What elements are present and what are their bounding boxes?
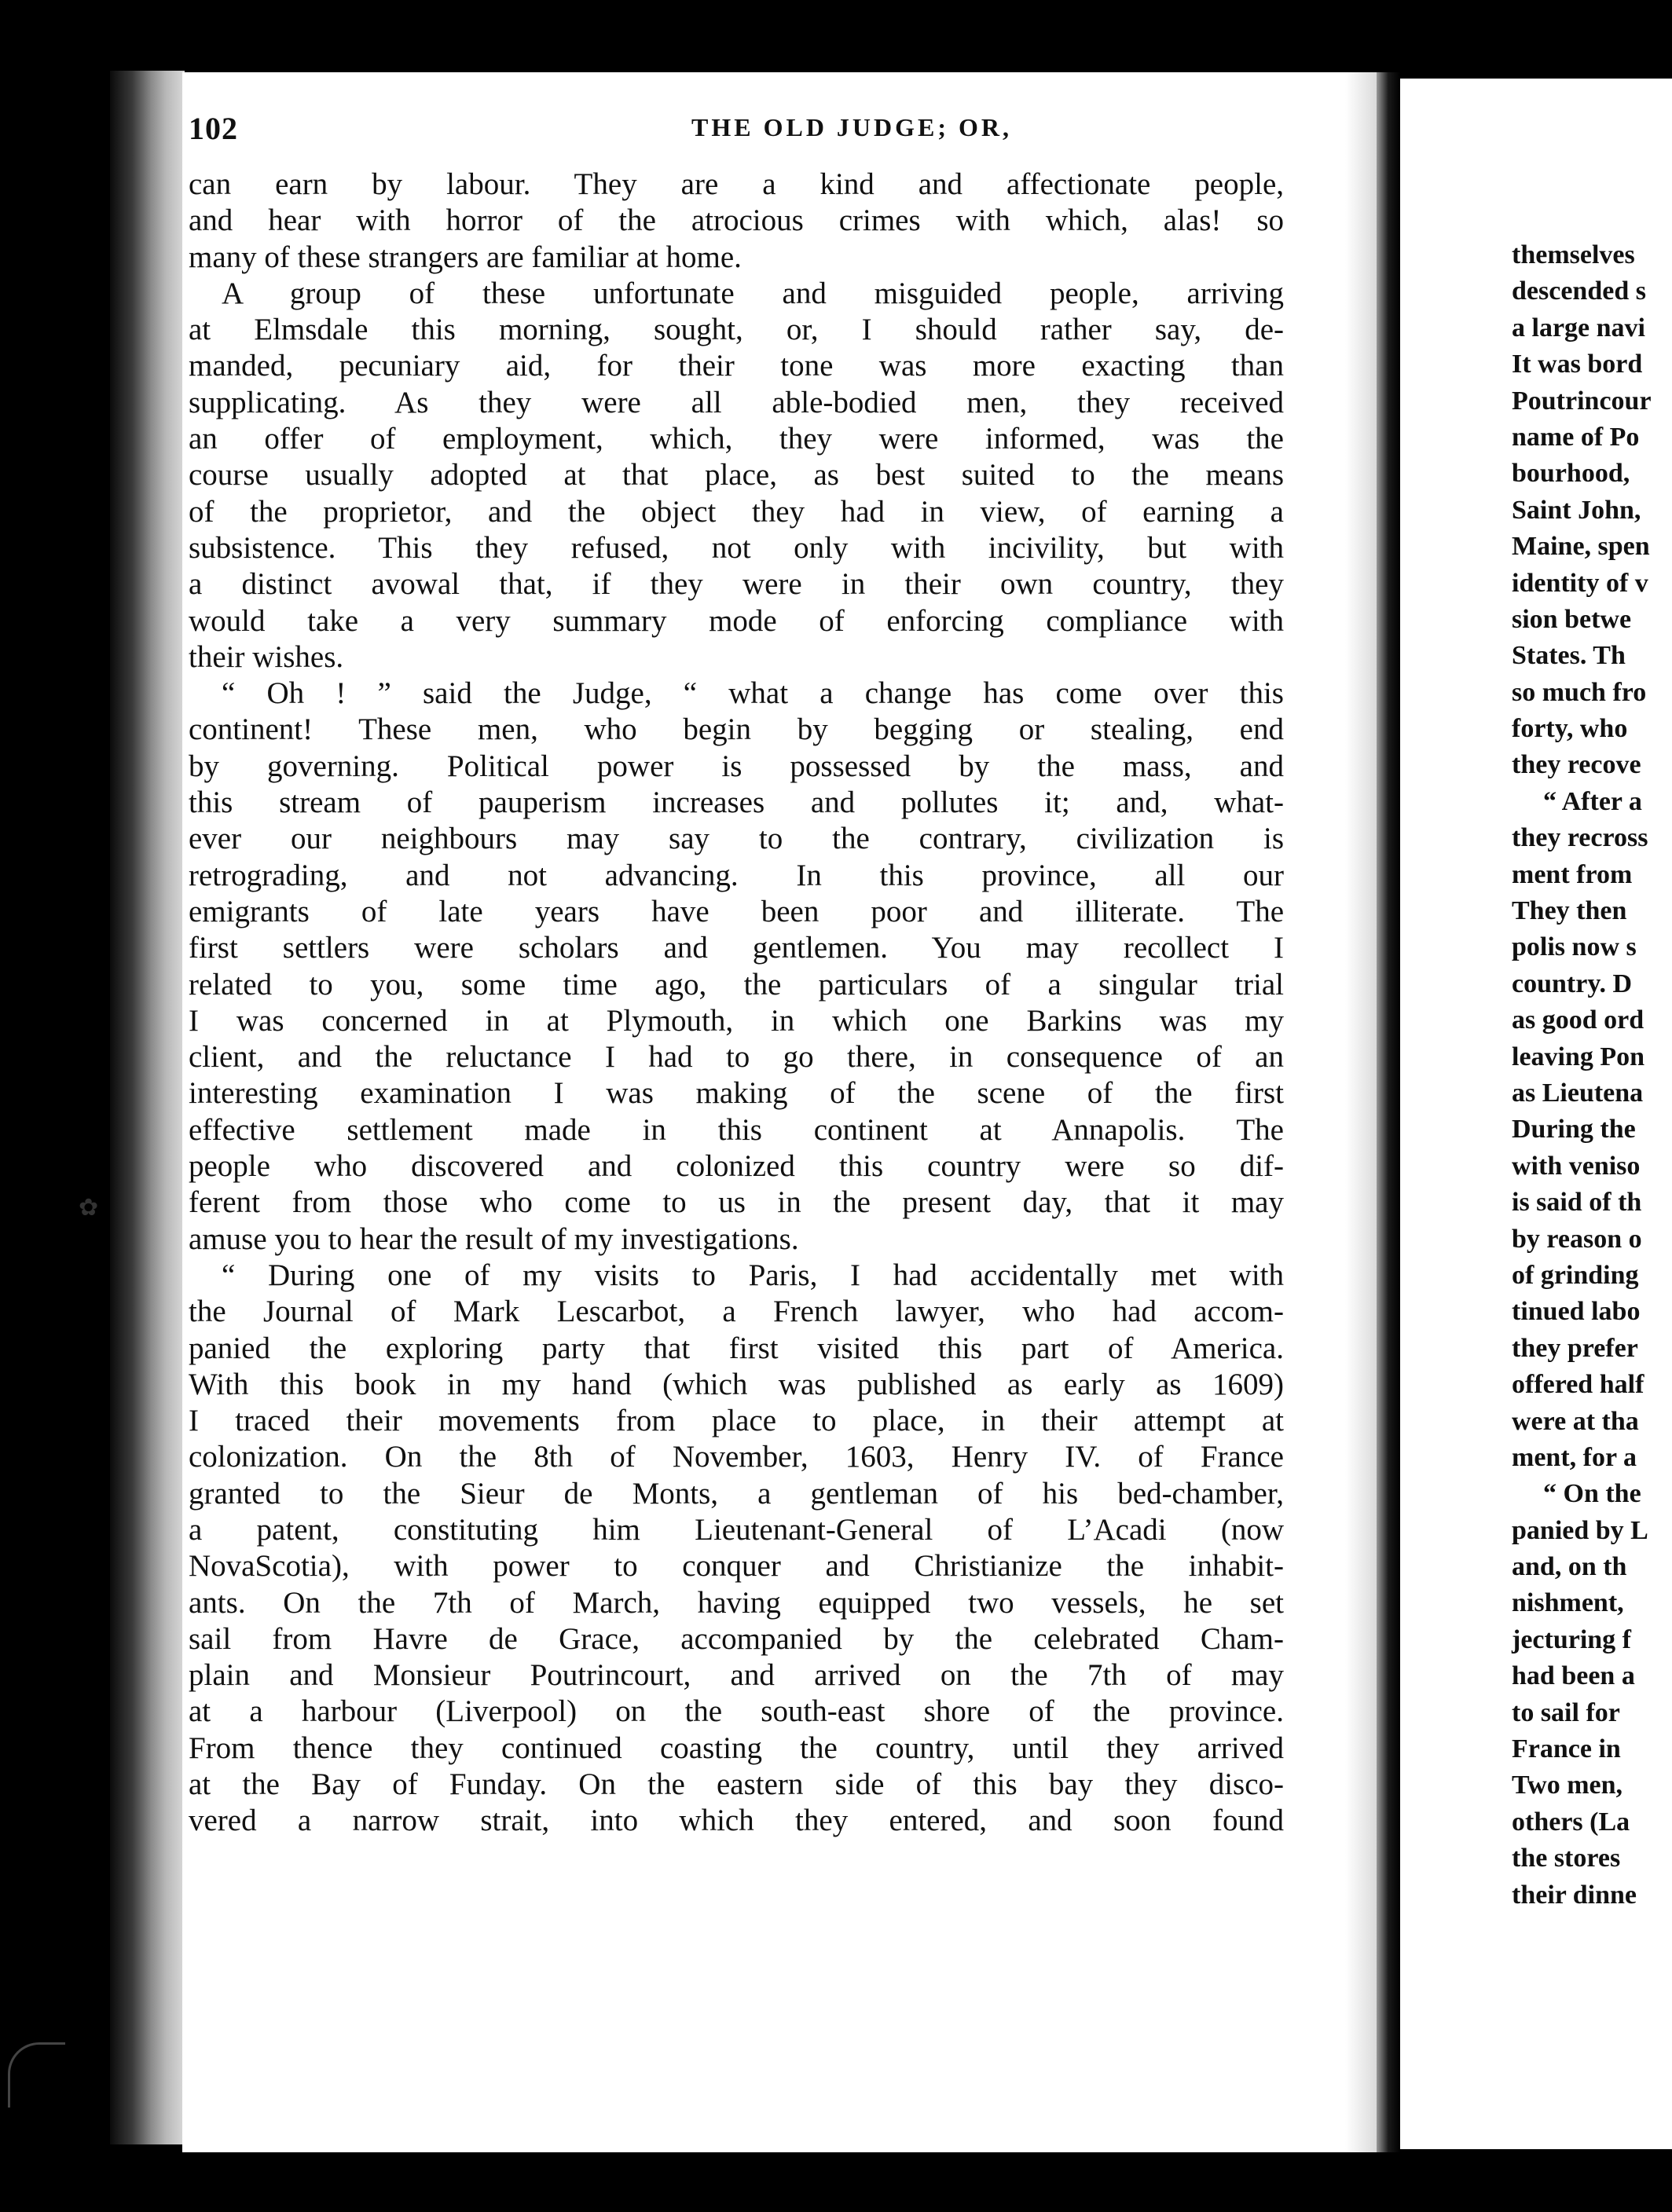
text-line: the Journal of Mark Lescarbot, a French lawyer, who had accom-: [189, 1295, 1284, 1329]
text-line: their wishes.: [189, 639, 344, 674]
text-line: continent! These men, who begin by begging or stealing, end: [189, 712, 1284, 747]
text-line: States. Th: [1512, 641, 1626, 671]
text-line: A group of these unfortunate and misguided people, arriving: [222, 276, 1284, 310]
page-number: 102: [189, 111, 238, 146]
text-line: supplicating. As they were all able-bodied men, they received: [189, 385, 1284, 419]
text-line: related to you, some time ago, the particulars of a singular trial: [189, 967, 1284, 1002]
right-page: [1400, 79, 1672, 2149]
text-line: I traced their movements from place to place, in their attempt at: [189, 1404, 1284, 1438]
text-line: France in: [1512, 1734, 1621, 1764]
text-line: Saint John,: [1512, 495, 1641, 525]
text-line: they recove: [1512, 750, 1641, 780]
text-line: and hear with horror of the atrocious crimes with which, alas! so: [189, 203, 1284, 238]
text-line: of the proprietor, and the object they had in view, of earning a: [189, 494, 1284, 529]
text-line: is said of th: [1512, 1188, 1642, 1218]
text-line: plain and Monsieur Poutrincourt, and arrived on the 7th of may: [189, 1658, 1284, 1693]
text-line: to sail for: [1512, 1697, 1620, 1727]
text-line: NovaScotia), with power to conquer and Christianize the inhabit-: [189, 1549, 1284, 1584]
text-line: It was bord: [1512, 350, 1643, 379]
text-line: at the Bay of Funday. On the eastern side of this bay they disco-: [189, 1767, 1284, 1802]
text-line: They then: [1512, 896, 1627, 926]
text-line: of grinding: [1512, 1260, 1639, 1290]
text-line: subsistence. This they refused, not only with incivility, but with: [189, 530, 1284, 565]
text-line: a distinct avowal that, if they were in their own country, they: [189, 567, 1284, 602]
left-binding: [110, 71, 185, 2144]
text-line: first settlers were scholars and gentlemen. You may recollect I: [189, 931, 1284, 965]
text-line: at a harbour (Liverpool) on the south-east shore of the province.: [189, 1694, 1284, 1729]
text-line: granted to the Sieur de Monts, a gentleman of his bed-chamber,: [189, 1476, 1284, 1511]
text-line: emigrants of late years have been poor and illiterate. The: [189, 894, 1284, 928]
text-line: “ After a: [1543, 786, 1642, 816]
text-line: ment, for a: [1512, 1442, 1637, 1472]
text-line: vered a narrow strait, into which they entered, and soon found: [189, 1804, 1284, 1838]
text-line: others (La: [1512, 1807, 1630, 1837]
text-line: client, and the reluctance I had to go there, in consequence of an: [189, 1040, 1284, 1075]
running-head-title: THE OLD JUDGE; OR,: [691, 113, 1013, 141]
right-page-text: [1512, 237, 1672, 1914]
text-line: forty, who: [1512, 714, 1628, 744]
text-line: interesting examination I was making of the scene of the first: [189, 1076, 1284, 1111]
text-line: course usually adopted at that place, as best suited to the means: [189, 458, 1284, 493]
text-line: panied by L: [1512, 1515, 1648, 1545]
text-line: many of these strangers are familiar at home.: [189, 240, 742, 274]
text-line: “ During one of my visits to Paris, I had accidentally met with: [222, 1258, 1284, 1292]
text-line: bourhood,: [1512, 459, 1630, 489]
text-line: as Lieutena: [1512, 1078, 1644, 1108]
text-line: were at tha: [1512, 1406, 1639, 1436]
text-line: and, on th: [1512, 1552, 1627, 1582]
page-gutter: [1377, 72, 1400, 2152]
text-line: at Elmsdale this morning, sought, or, I should rather say, de-: [189, 313, 1284, 347]
text-line: an offer of employment, which, they were informed, was the: [189, 422, 1284, 456]
page-corner-mark: [8, 2042, 65, 2108]
text-line: Two men,: [1512, 1771, 1623, 1800]
text-line: with veniso: [1512, 1151, 1641, 1181]
text-line: had been a: [1512, 1661, 1635, 1691]
text-line: so much fro: [1512, 677, 1647, 707]
text-line: ment from: [1512, 859, 1633, 889]
text-line: this stream of pauperism increases and pollutes it; and, what-: [189, 786, 1284, 820]
text-line: a patent, constituting him Lieutenant-General of L’Acadi (now: [189, 1512, 1284, 1547]
text-line: colonization. On the 8th of November, 1603, Henry IV. of France: [189, 1440, 1284, 1474]
text-line: ferent from those who come to us in the present day, that it may: [189, 1185, 1284, 1220]
text-line: From thence they continued coasting the country, until they arrived: [189, 1730, 1284, 1765]
text-line: offered half: [1512, 1370, 1644, 1400]
text-line: can earn by labour. They are a kind and affectionate people,: [189, 167, 1284, 201]
text-line: effective settlement made in this continent at Annapolis. The: [189, 1112, 1284, 1147]
text-line: amuse you to hear the result of my investigations.: [189, 1221, 799, 1256]
text-line: as good ord: [1512, 1005, 1644, 1035]
text-line: manded, pecuniary aid, for their tone was more exacting than: [189, 349, 1284, 383]
text-line: With this book in my hand (which was published as early as 1609): [189, 1367, 1284, 1401]
text-line: polis now s: [1512, 932, 1637, 962]
text-line: identity of v: [1512, 568, 1648, 598]
running-head: [189, 110, 1320, 149]
text-line: “ On the: [1543, 1479, 1641, 1509]
text-line: their dinne: [1512, 1880, 1637, 1910]
text-line: would take a very summary mode of enforcing compliance with: [189, 603, 1284, 638]
text-line: I was concerned in at Plymouth, in which one Barkins was my: [189, 1003, 1284, 1038]
text-line: people who discovered and colonized this country were so dif-: [189, 1149, 1284, 1184]
text-line: jecturing f: [1512, 1624, 1632, 1654]
text-line: the stores: [1512, 1844, 1621, 1873]
text-line: descended s: [1512, 276, 1646, 306]
text-line: they prefer: [1512, 1333, 1638, 1363]
text-line: nishment,: [1512, 1588, 1624, 1618]
text-line: sail from Havre de Grace, accompanied by the celebrated Cham-: [189, 1621, 1284, 1656]
text-line: Poutrincour: [1512, 386, 1652, 416]
text-line: sion betwe: [1512, 604, 1632, 634]
text-line: country. D: [1512, 969, 1632, 998]
text-line: name of Po: [1512, 422, 1640, 452]
text-line: retrograding, and not advancing. In this province, all our: [189, 858, 1284, 892]
text-line: ants. On the 7th of March, having equipped two vessels, he set: [189, 1585, 1284, 1620]
text-line: themselves: [1512, 240, 1635, 269]
text-line: by reason o: [1512, 1224, 1642, 1254]
text-line: they recross: [1512, 823, 1648, 853]
text-line: tinued labo: [1512, 1297, 1641, 1327]
text-line: During the: [1512, 1115, 1636, 1144]
text-line: ever our neighbours may say to the contrary, civilization is: [189, 822, 1284, 856]
text-line: “ Oh ! ” said the Judge, “ what a change has come over this: [222, 676, 1284, 711]
text-line: Maine, spen: [1512, 532, 1650, 562]
left-page-text: [189, 167, 1284, 1840]
text-line: panied the exploring party that first visited this part of America.: [189, 1331, 1284, 1365]
text-line: a large navi: [1512, 313, 1645, 342]
ink-blot-ornament: ✿: [79, 1195, 99, 1221]
text-line: by governing. Political power is possessed by the mass, and: [189, 749, 1284, 783]
text-line: leaving Pon: [1512, 1042, 1645, 1071]
